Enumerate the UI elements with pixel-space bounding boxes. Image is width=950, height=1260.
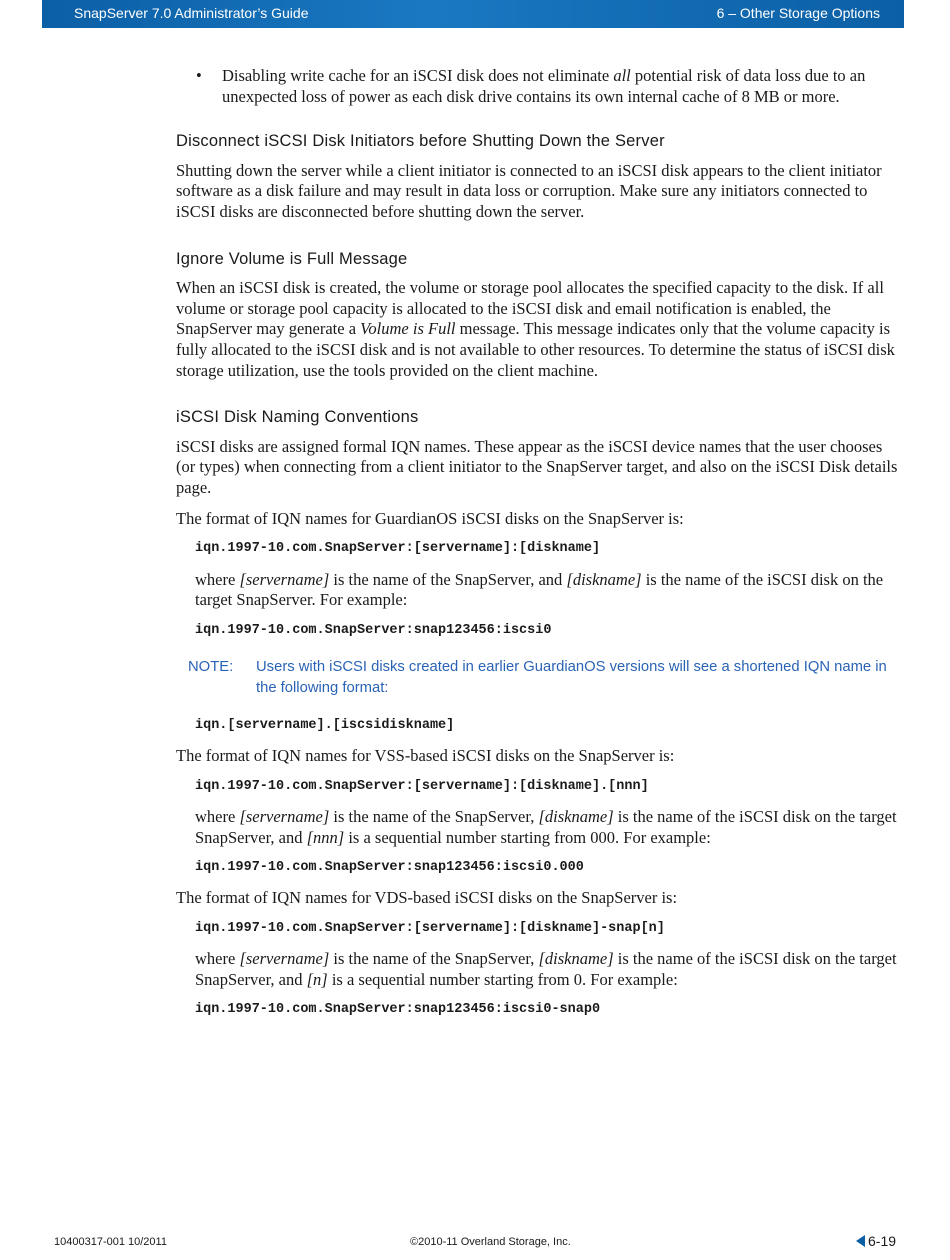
note-label: NOTE:	[188, 659, 234, 676]
text-run: is the name of the SnapServer,	[329, 807, 539, 827]
paragraph-volume-full	[176, 278, 900, 381]
paragraph-where-2	[195, 807, 900, 848]
text-emph: [nnn]	[306, 827, 345, 847]
code-example-3: iqn.1997-10.com.SnapServer:snap123456:iscsi0-snap0	[195, 1002, 601, 1018]
paragraph-vss-format: The format of IQN names for VSS-based iSCSI disks on the SnapServer is:	[176, 746, 675, 766]
text-run: is a sequential number starting from 000. For example:	[344, 827, 711, 847]
bullet-item	[176, 66, 900, 107]
section-heading-naming: iSCSI Disk Naming Conventions	[176, 408, 419, 427]
section-heading-disconnect: Disconnect iSCSI Disk Initiators before Shutting Down the Server	[176, 132, 665, 151]
paragraph-where-1	[195, 570, 900, 611]
header-guide-title: SnapServer 7.0 Administrator’s Guide	[74, 5, 309, 21]
code-example-2: iqn.1997-10.com.SnapServer:snap123456:iscsi0.000	[195, 860, 584, 876]
left-triangle-icon	[856, 1235, 865, 1247]
code-legacy-format: iqn.[servername].[iscsidiskname]	[195, 718, 455, 734]
bullet-icon: •	[196, 66, 202, 85]
text-run: message. This message indicates only that the volume capacity is fully allocated to the iSCSI disk and is not available to other resources. To determine the status of iSCSI disk storage utilization, use the tools provided on the client machine.	[176, 319, 895, 380]
text-run: is the name of the iSCSI disk on the target SnapServer, and	[195, 807, 897, 847]
paragraph-where-3	[195, 949, 900, 990]
text-run: where	[195, 949, 240, 969]
note-text: Users with iSCSI disks created in earlier GuardianOS versions will see a shortened IQN name in the following format:	[256, 659, 887, 696]
text-emph: [diskname]	[538, 807, 614, 827]
text-emph: [n]	[306, 969, 328, 989]
note-block	[188, 657, 900, 698]
paragraph-naming-intro: iSCSI disks are assigned formal IQN names. These appear as the iSCSI device names that the user chooses (or types) when connecting from a client initiator to the SnapServer target, and also on the iSCSI Disk details page.	[176, 436, 898, 497]
footer-page-number	[856, 1233, 896, 1249]
text-emph: [diskname]	[538, 949, 614, 969]
header-chapter-title: 6 – Other Storage Options	[716, 5, 880, 21]
text-emph: [servername]	[239, 807, 330, 827]
section-heading-volume-full: Ignore Volume is Full Message	[176, 249, 408, 268]
paragraph-guardianos-format: The format of IQN names for GuardianOS iSCSI disks on the SnapServer is:	[176, 508, 684, 528]
text-run: is a sequential number starting from 0. For example:	[327, 969, 678, 989]
text-run: When an iSCSI disk is created, the volume or storage pool allocates the specified capacity to the disk. If all volume or storage pool capacity is allocated to the iSCSI disk and email notification is enabled, the SnapServer may generate a	[176, 278, 884, 339]
text-run: is the name of the SnapServer, and	[329, 569, 567, 589]
bullet-text-b: potential risk of data loss due to an unexpected loss of power as each disk drive contains its own internal cache of 8 MB or more.	[222, 66, 866, 106]
page-number: 6-19	[868, 1233, 897, 1249]
paragraph-vds-format: The format of IQN names for VDS-based iSCSI disks on the SnapServer is:	[176, 888, 678, 908]
paragraph-disconnect: Shutting down the server while a client initiator is connected to an iSCSI disk appears to the client initiator software as a disk failure and may result in data loss or corruption. Make sure any initiators connected to iSCSI disks are disconnected before shutting down the server.	[176, 160, 882, 221]
text-emph: [diskname]	[566, 569, 642, 589]
code-guardianos-format: iqn.1997-10.com.SnapServer:[servername]:[diskname]	[195, 541, 601, 557]
text-run: where	[195, 569, 240, 589]
footer-doc-id: 10400317-001 10/2011	[54, 1236, 167, 1248]
bullet-text-emph: all	[613, 66, 631, 85]
code-example-1: iqn.1997-10.com.SnapServer:snap123456:iscsi0	[195, 622, 552, 638]
text-run: is the name of the iSCSI disk on the target SnapServer. For example:	[195, 569, 884, 610]
code-vss-format: iqn.1997-10.com.SnapServer:[servername]:[diskname].[nnn]	[195, 778, 649, 794]
code-vds-format: iqn.1997-10.com.SnapServer:[servername]:[diskname]-snap[n]	[195, 920, 665, 936]
text-emph: [servername]	[239, 949, 330, 969]
text-emph: Volume is Full	[360, 319, 456, 339]
page-header	[42, 0, 904, 28]
footer-copyright: ©2010-11 Overland Storage, Inc.	[410, 1236, 571, 1248]
page-content	[176, 66, 900, 1021]
text-run: where	[195, 807, 240, 827]
bullet-text-a: Disabling write cache for an iSCSI disk does not eliminate	[222, 66, 614, 85]
text-run: is the name of the iSCSI disk on the target SnapServer, and	[195, 949, 897, 989]
text-run: is the name of the SnapServer,	[329, 949, 539, 969]
text-emph: [servername]	[239, 569, 330, 589]
